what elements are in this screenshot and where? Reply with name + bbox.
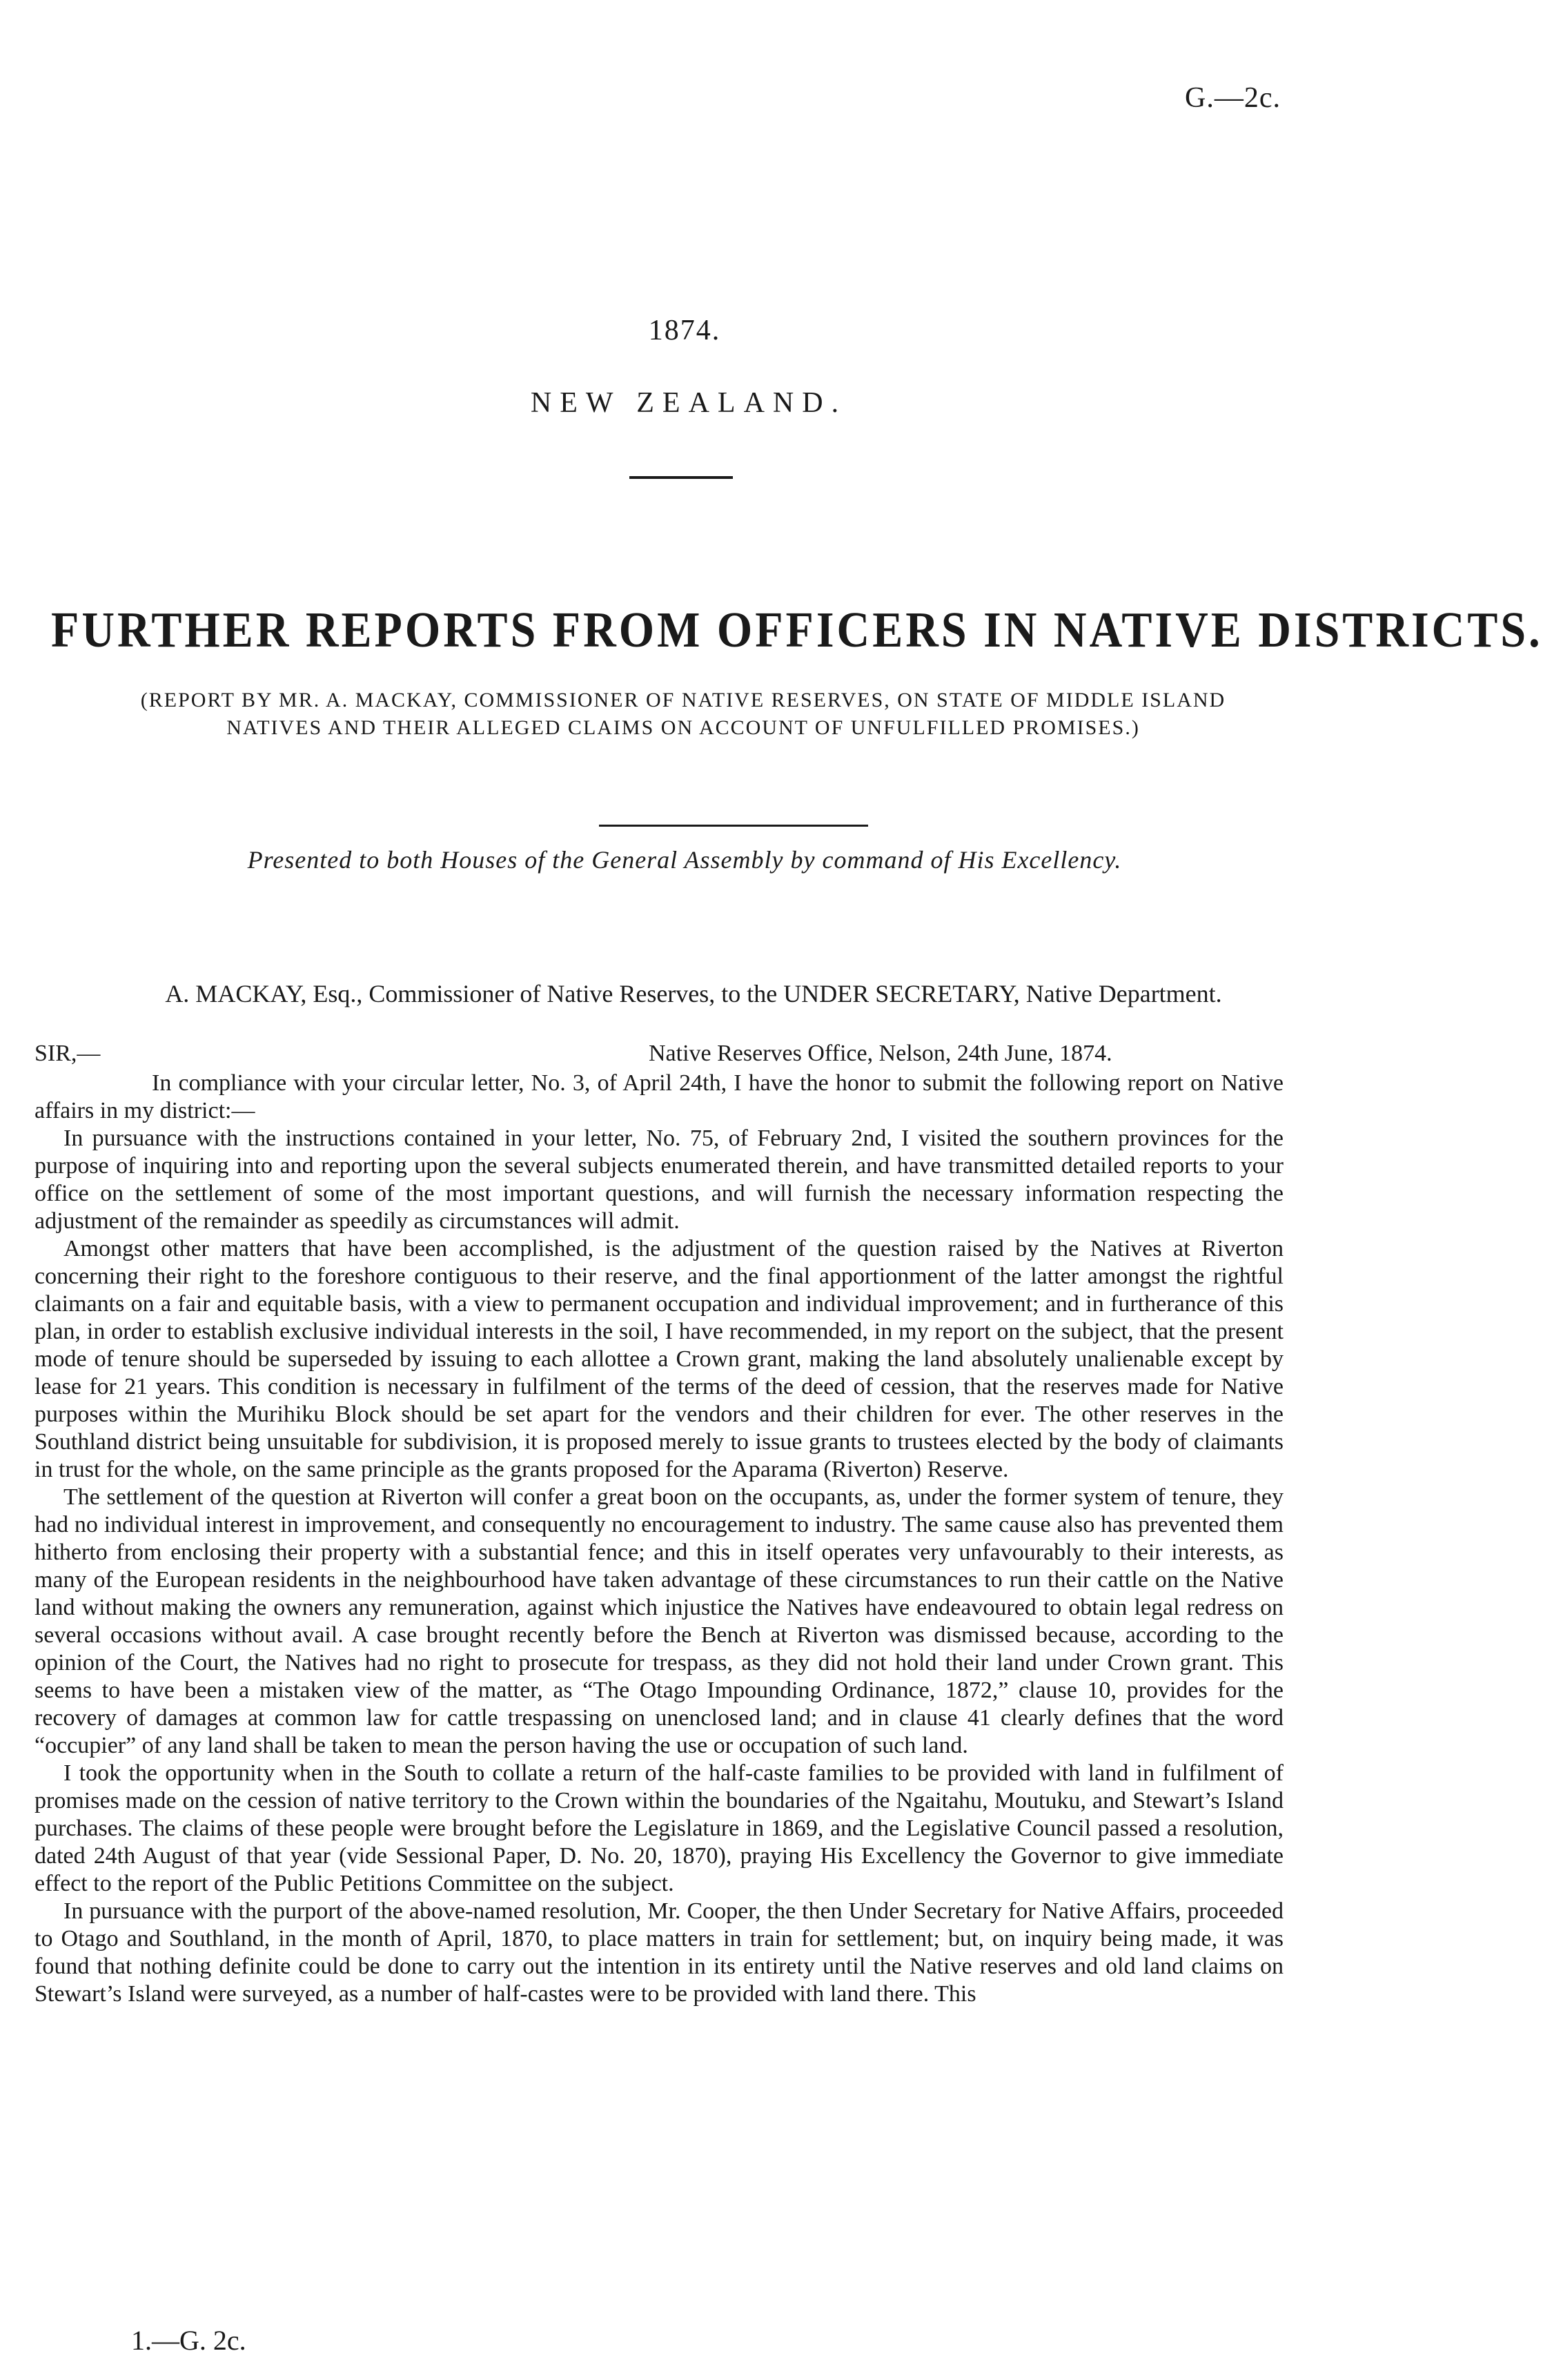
year: 1874. bbox=[648, 315, 721, 346]
divider-rule bbox=[629, 476, 733, 479]
country-heading: NEW ZEALAND. bbox=[530, 387, 847, 419]
paragraph: I took the opportunity when in the South to collate a return of the half-caste families to be provided with land in fulfilment of promises made on the cession of native territory to the Crown within the boundaries of the Ngaitahu, Moutuku, and Stewart’s Island purchases. The claims of these people were brought before the Legislature in 1869, and the Legislative Council passed a resolution, dated 24th August of that year (vide Sessional Paper, D. No. 20, 1870), praying His Excellency the Governor to give immediate effect to the report of the Public Petitions Committee on the subject. bbox=[35, 1760, 1284, 1896]
letter-body bbox=[35, 1070, 1284, 2008]
main-title: FURTHER REPORTS FROM OFFICERS IN NATIVE DISTRICTS. bbox=[51, 602, 1543, 658]
letter-heading: A. MACKAY, Esq., Commissioner of Native Reserves, to the UNDER SECRETARY, Native Department. bbox=[165, 980, 1222, 1007]
salutation: SIR,— bbox=[35, 1041, 101, 1066]
presented-line: Presented to both Houses of the General Assembly by command of His Excellency. bbox=[247, 846, 1122, 874]
divider-rule bbox=[599, 825, 868, 827]
place-and-date: Native Reserves Office, Nelson, 24th June, 1874. bbox=[649, 1041, 1112, 1066]
paragraph: Amongst other matters that have been accomplished, is the adjustment of the question raised by the Natives at Riverton concerning their right to the foreshore contiguous to their reserve, and the final apportionment of the latter amongst the rightful claimants on a fair and equitable basis, with a view to permanent occupation and individual improvement; and in furtherance of this plan, in order to establish exclusive individual interests in the soil, I have recommended, in my report on the subject, that the present mode of tenure should be superseded by issuing to each allottee a Crown grant, making the land absolutely unalienable except by lease for 21 years. This condition is necessary in fulfilment of the terms of the deed of cession, that the reserves made for Native purposes within the Murihiku Block should be set apart for the vendors and their children for ever. The other reserves in the Southland district being unsuitable for subdivision, it is proposed merely to issue grants to trustees elected by the body of claimants in trust for the whole, on the same principle as the grants proposed for the Aparama (Riverton) Reserve. bbox=[35, 1236, 1284, 1482]
paragraph: In pursuance with the instructions contained in your letter, No. 75, of February 2nd, I visited the southern provinces for the purpose of inquiring into and reporting upon the several subjects enumerated therein, and have transmitted detailed reports to your office on the settlement of some of the most important questions, and will furnish the necessary information respecting the adjustment of the remainder as speedily as circumstances will admit. bbox=[35, 1125, 1284, 1234]
report-subtitle: (REPORT BY MR. A. MACKAY, COMMISSIONER OF NATIVE RESERVES, ON STATE OF MIDDLE ISLAND NATIVES AND THEIR ALLEGED CLAIMS ON ACCOUNT OF UNFULFILLED PROMISES.) bbox=[140, 689, 1226, 739]
document-code: G.—2c. bbox=[1185, 82, 1281, 114]
paragraph: In compliance with your circular letter, No. 3, of April 24th, I have the honor to submit the following report on Native affairs in my district:— bbox=[35, 1070, 1284, 1123]
page-footer-code: 1.—G. 2c. bbox=[131, 2325, 246, 2356]
paragraph: In pursuance with the purport of the above-named resolution, Mr. Cooper, the then Under Secretary for Native Affairs, proceeded to Otago and Southland, in the month of April, 1870, to place matters in train for settlement; but, on inquiry being made, it was found that nothing definite could be done to carry out the intention in its entirety until the Native reserves and old land claims on Stewart’s Island were surveyed, as a number of half-castes were to be provided with land there. This bbox=[35, 1898, 1284, 2007]
paragraph: The settlement of the question at Riverton will confer a great boon on the occupants, as, under the former system of tenure, they had no individual interest in improvement, and consequently no encouragement to industry. The same cause also has prevented them hitherto from enclosing their property with a substantial fence; and this in itself operates very unfavourably to their interests, as many of the European residents in the neighbourhood have taken advantage of these circumstances to run their cattle on the Native land without making the owners any remuneration, against which injustice the Natives have endeavoured to obtain legal redress on several occasions without avail. A case brought recently before the Bench at Riverton was dismissed because, according to the opinion of the Court, the Natives had no right to prosecute for trespass, as they did not hold their land under Crown grant. This seems to have been a mistaken view of the matter, as “The Otago Impounding Ordinance, 1872,” clause 10, provides for the recovery of damages at common law for cattle trespassing on unenclosed land; and in clause 41 clearly defines that the word “occupier” of any land shall be taken to mean the person having the use or occupation of such land. bbox=[35, 1484, 1284, 1758]
